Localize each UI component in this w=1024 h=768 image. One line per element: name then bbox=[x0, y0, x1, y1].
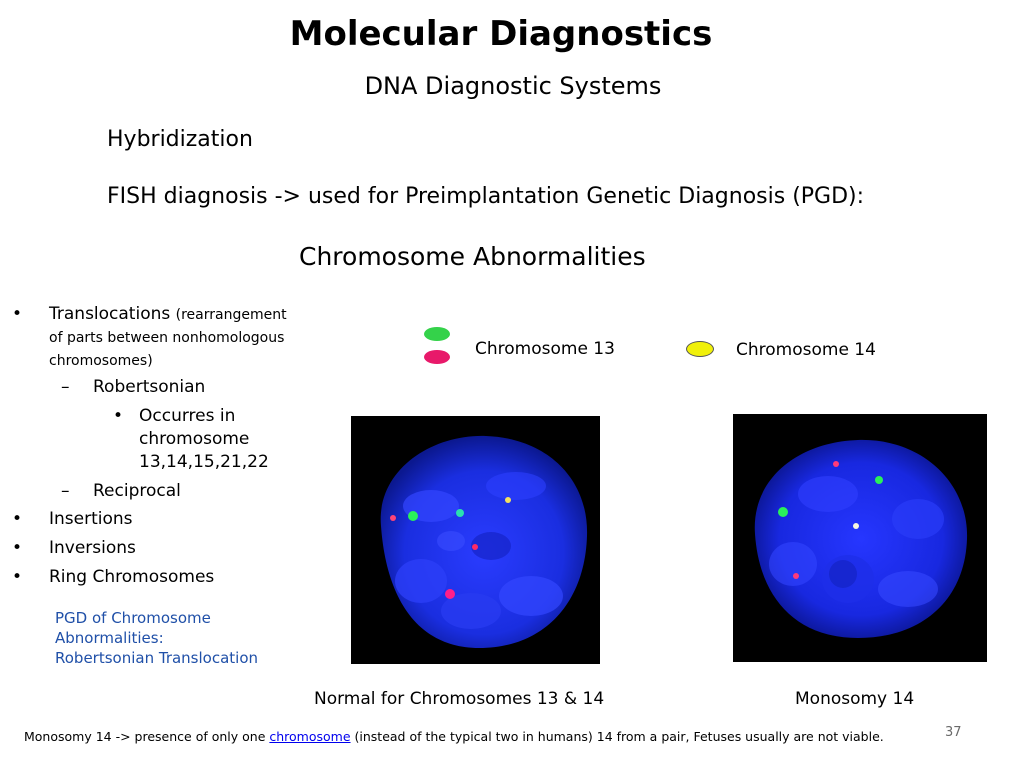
sub-bullet-robertsonian bbox=[12, 376, 332, 399]
caption-monosomy: Monosomy 14 bbox=[795, 689, 915, 709]
bullet-inversions bbox=[12, 537, 332, 560]
bullet-dot-icon: • bbox=[113, 406, 124, 426]
chromosome-13-pink-signal-icon bbox=[424, 350, 450, 364]
bullet-label: Reciprocal bbox=[93, 481, 181, 501]
pgd-note-line: PGD of Chromosome bbox=[55, 609, 211, 627]
bullet-dot-icon: • bbox=[12, 304, 23, 324]
bullet-note: (rearrangement bbox=[175, 307, 287, 323]
hybridization-heading: Hybridization bbox=[107, 127, 253, 152]
pgd-note-line: Robertsonian Translocation bbox=[55, 649, 259, 667]
fish-image-normal bbox=[351, 416, 600, 664]
chromosome-abnormalities-heading: Chromosome Abnormalities bbox=[299, 242, 646, 271]
nucleus-normal-image bbox=[351, 416, 600, 664]
dash-icon: – bbox=[61, 481, 70, 501]
footer-text-before: Monosomy 14 -> presence of only one bbox=[24, 729, 270, 744]
bullet-label: Robertsonian bbox=[93, 377, 206, 397]
legend-label-chromosome-14: Chromosome 14 bbox=[736, 340, 876, 360]
bullet-label: Insertions bbox=[49, 509, 133, 529]
nucleus-monosomy-image bbox=[733, 414, 987, 662]
legend-label-chromosome-13: Chromosome 13 bbox=[475, 339, 615, 359]
caption-normal: Normal for Chromosomes 13 & 14 bbox=[314, 689, 605, 709]
footer-note bbox=[24, 729, 924, 744]
bullet-note: chromosomes) bbox=[49, 353, 153, 369]
fish-diagnosis-line: FISH diagnosis -> used for Preimplantation Genetic Diagnosis (PGD): bbox=[107, 184, 865, 209]
slide-title: Molecular Diagnostics bbox=[289, 14, 713, 54]
bullet-dot-icon: • bbox=[12, 509, 23, 529]
chromosome-13-green-signal-icon bbox=[424, 327, 450, 341]
bullet-dot-icon: • bbox=[12, 538, 23, 558]
sub-sub-bullet-occurres bbox=[12, 405, 289, 474]
bullet-translocations bbox=[12, 303, 332, 372]
bullet-dot-icon: • bbox=[12, 567, 23, 587]
abnormality-bullet-list bbox=[12, 303, 332, 589]
footer-text-after: (instead of the typical two in humans) 14 from a pair, Fetuses usually are not viable. bbox=[350, 729, 884, 744]
slide-subtitle: DNA Diagnostic Systems bbox=[364, 72, 662, 100]
sub-bullet-reciprocal bbox=[12, 480, 332, 503]
bullet-note: of parts between nonhomologous bbox=[49, 330, 285, 346]
pgd-note bbox=[55, 608, 295, 668]
bullet-label: Translocations bbox=[49, 304, 171, 324]
bullet-ring-chromosomes bbox=[12, 566, 332, 589]
pgd-note-line: Abnormalities: bbox=[55, 629, 164, 647]
fish-image-monosomy bbox=[733, 414, 987, 662]
bullet-label: Occurres in chromosome 13,14,15,21,22 bbox=[139, 406, 269, 472]
bullet-insertions bbox=[12, 508, 332, 531]
page-number: 37 bbox=[945, 725, 962, 740]
bullet-label: Inversions bbox=[49, 538, 136, 558]
bullet-label: Ring Chromosomes bbox=[49, 567, 215, 587]
dash-icon: – bbox=[61, 377, 70, 397]
chromosome-14-yellow-signal-icon bbox=[686, 341, 714, 357]
chromosome-link[interactable]: chromosome bbox=[269, 729, 351, 744]
